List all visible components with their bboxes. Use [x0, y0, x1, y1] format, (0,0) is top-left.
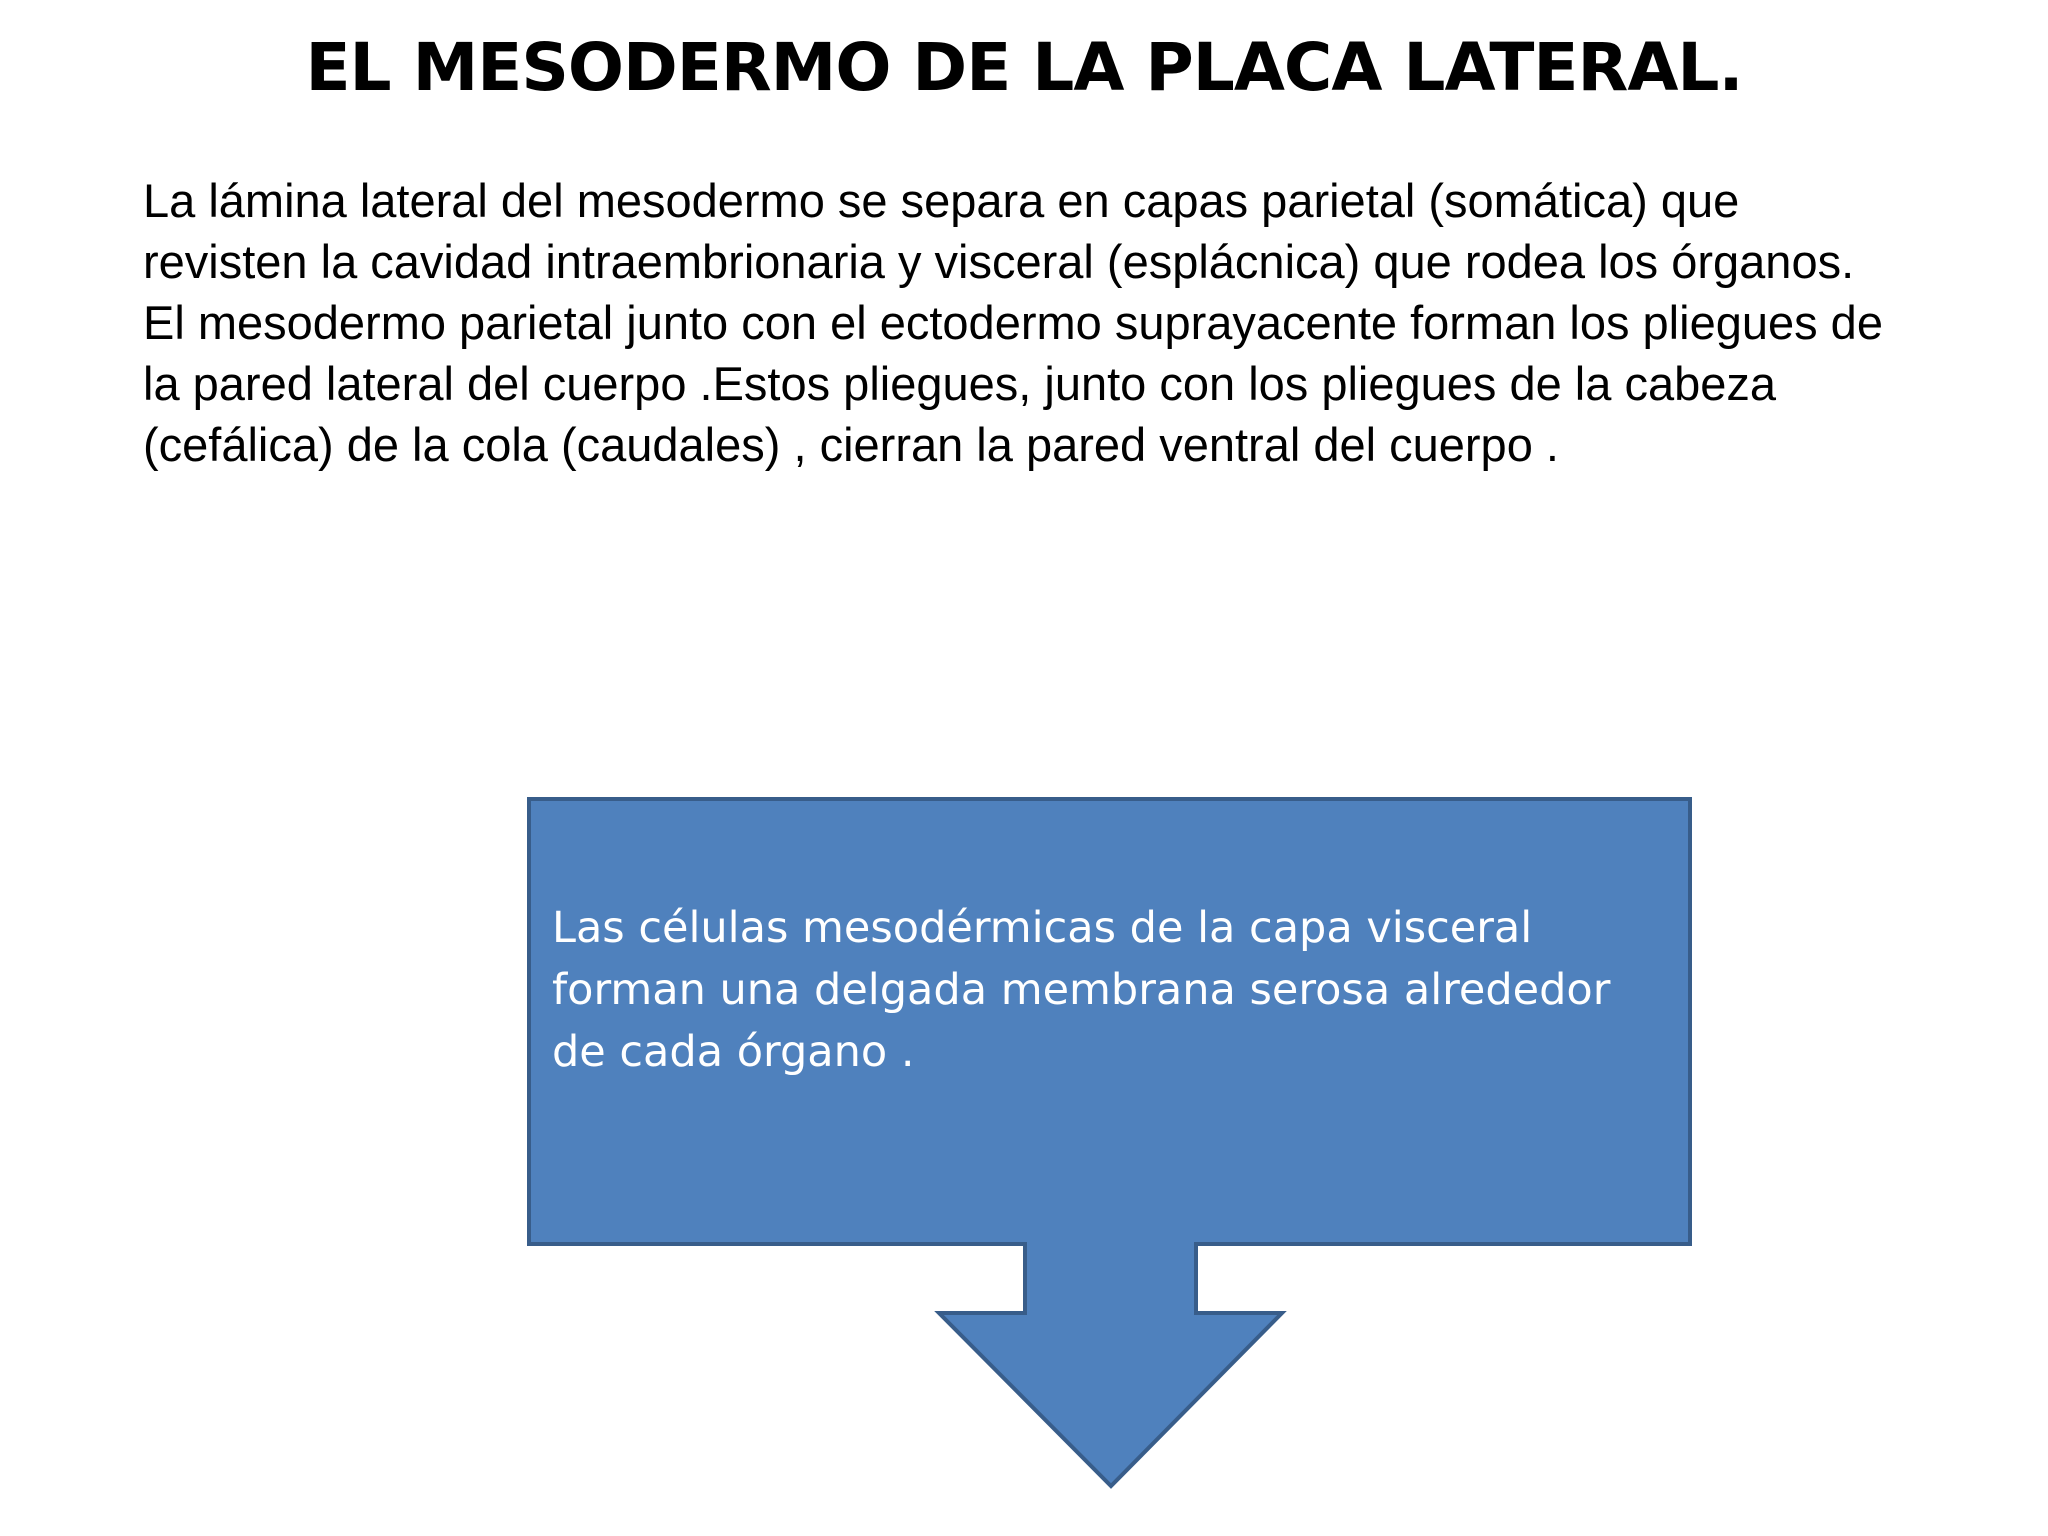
- callout-text: Las células mesodérmicas de la capa visceral forman una delgada membrana serosa alrededor de cada órgano .: [552, 903, 1611, 1077]
- slide-title: EL MESODERMO DE LA PLACA LATERAL.: [305, 29, 1743, 106]
- slide-body-text: La lámina lateral del mesodermo se separa en capas parietal (somática) que revisten la cavidad intraembrionaria y visceral (esplácnica) que rodea los órganos. El mesodermo parietal junto con el ectodermo suprayacente forman los pliegues de la pared lateral del cuerpo .Estos pliegues, junto con los pliegues de la cabeza (cefálica) de la cola (caudales) , cierran la pared ventral del cuerpo .: [143, 174, 1883, 471]
